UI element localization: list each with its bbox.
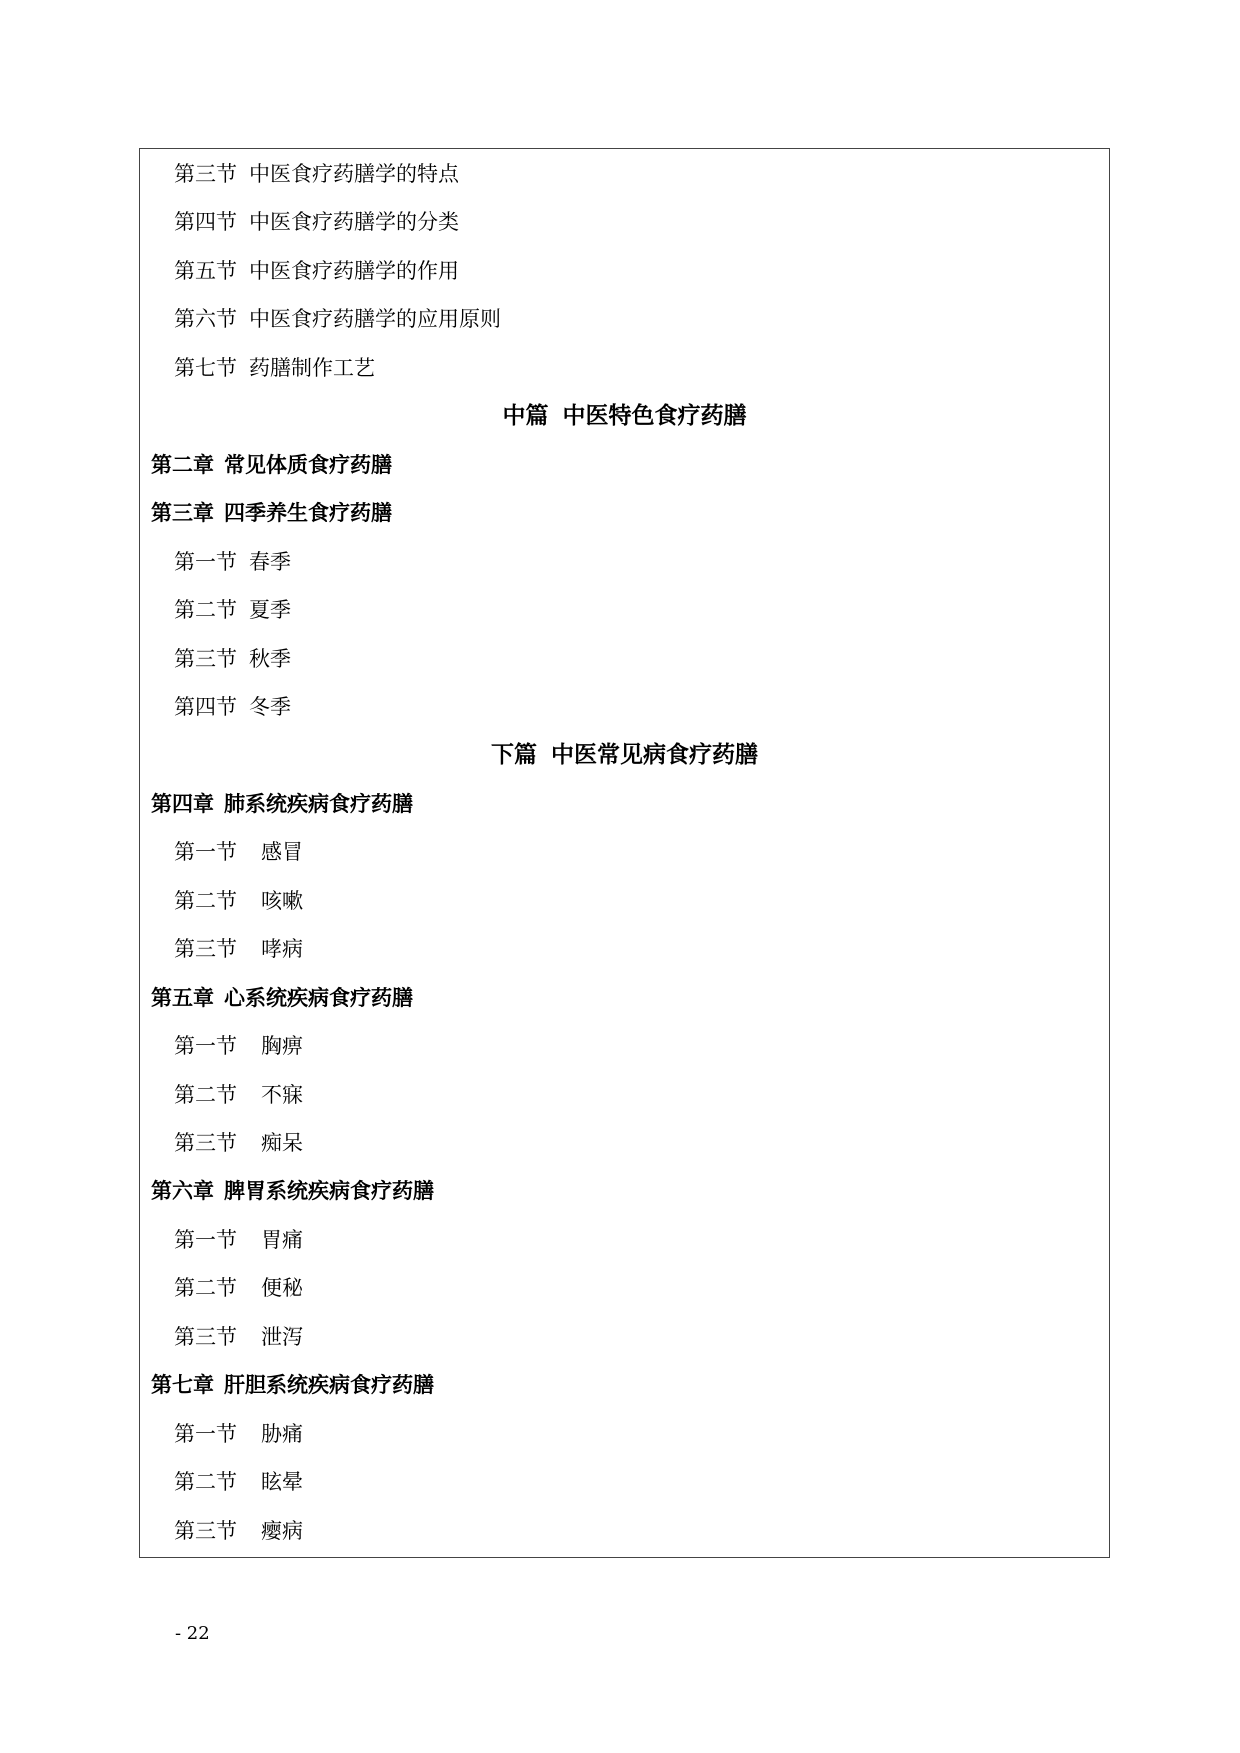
section-label: 第三节 <box>174 647 237 671</box>
part-title: 中医常见病食疗药膳 <box>551 742 758 768</box>
section-title: 胃痛 <box>261 1228 303 1252</box>
section-title: 夏季 <box>249 598 291 622</box>
chapter-label: 第七章 <box>151 1373 214 1397</box>
toc-section <box>174 1323 303 1351</box>
section-label: 第四节 <box>174 210 237 234</box>
section-title: 瘿病 <box>261 1519 303 1543</box>
section-label: 第一节 <box>174 550 237 574</box>
chapter-title: 肝胆系统疾病食疗药膳 <box>224 1373 434 1397</box>
section-label: 第一节 <box>174 1228 237 1252</box>
section-title: 感冒 <box>261 840 303 864</box>
toc-chapter <box>151 451 392 479</box>
toc-section <box>174 1226 303 1254</box>
section-title: 中医食疗药膳学的应用原则 <box>249 307 501 331</box>
toc-section <box>174 645 291 673</box>
section-label: 第六节 <box>174 307 237 331</box>
chapter-title: 常见体质食疗药膳 <box>224 453 392 477</box>
section-label: 第一节 <box>174 840 237 864</box>
toc-section <box>174 354 375 382</box>
chapter-label: 第二章 <box>151 453 214 477</box>
section-title: 哮病 <box>261 937 303 961</box>
section-title: 秋季 <box>249 647 291 671</box>
section-label: 第三节 <box>174 162 237 186</box>
section-label: 第三节 <box>174 937 237 961</box>
section-title: 泄泻 <box>261 1325 303 1349</box>
section-title: 中医食疗药膳学的分类 <box>249 210 459 234</box>
toc-section <box>174 1129 303 1157</box>
toc-chapter <box>151 790 413 818</box>
toc-section <box>174 160 459 188</box>
toc-section <box>174 693 291 721</box>
section-title: 不寐 <box>261 1083 303 1107</box>
chapter-label: 第三章 <box>151 501 214 525</box>
section-label: 第二节 <box>174 1083 237 1107</box>
section-title: 冬季 <box>249 695 291 719</box>
toc-section <box>174 1468 303 1496</box>
page-number: - 22 <box>175 1623 210 1644</box>
section-label: 第四节 <box>174 695 237 719</box>
toc-section <box>174 1420 303 1448</box>
section-title: 咳嗽 <box>261 889 303 913</box>
toc-part-heading <box>139 402 1110 430</box>
chapter-label: 第五章 <box>151 986 214 1010</box>
chapter-label: 第六章 <box>151 1179 214 1203</box>
section-label: 第二节 <box>174 1276 237 1300</box>
toc-chapter <box>151 499 392 527</box>
toc-part-heading <box>139 741 1110 769</box>
section-label: 第三节 <box>174 1519 237 1543</box>
section-title: 中医食疗药膳学的特点 <box>249 162 459 186</box>
toc-chapter <box>151 984 413 1012</box>
section-label: 第二节 <box>174 598 237 622</box>
chapter-title: 心系统疾病食疗药膳 <box>224 986 413 1010</box>
section-label: 第二节 <box>174 1470 237 1494</box>
toc-section <box>174 257 459 285</box>
chapter-title: 肺系统疾病食疗药膳 <box>224 792 413 816</box>
toc-section <box>174 1032 303 1060</box>
toc-chapter <box>151 1177 434 1205</box>
section-label: 第一节 <box>174 1034 237 1058</box>
part-title: 中医特色食疗药膳 <box>562 403 747 429</box>
toc-chapter <box>151 1371 434 1399</box>
part-label: 中篇 <box>502 403 549 429</box>
toc-section <box>174 208 459 236</box>
section-title: 胁痛 <box>261 1422 303 1446</box>
section-title: 眩晕 <box>261 1470 303 1494</box>
section-title: 胸痹 <box>261 1034 303 1058</box>
chapter-title: 脾胃系统疾病食疗药膳 <box>224 1179 434 1203</box>
section-label: 第七节 <box>174 356 237 380</box>
section-title: 痴呆 <box>261 1131 303 1155</box>
toc-section <box>174 596 291 624</box>
section-label: 第二节 <box>174 889 237 913</box>
toc-section <box>174 1081 303 1109</box>
toc-section <box>174 1517 303 1545</box>
toc-section <box>174 838 303 866</box>
section-title: 中医食疗药膳学的作用 <box>249 259 459 283</box>
section-label: 第五节 <box>174 259 237 283</box>
section-label: 第三节 <box>174 1131 237 1155</box>
toc-section <box>174 305 501 333</box>
section-title: 便秘 <box>261 1276 303 1300</box>
toc-section <box>174 1274 303 1302</box>
section-label: 第一节 <box>174 1422 237 1446</box>
section-title: 药膳制作工艺 <box>249 356 375 380</box>
toc-section <box>174 935 303 963</box>
toc-section <box>174 548 291 576</box>
toc-section <box>174 887 303 915</box>
section-label: 第三节 <box>174 1325 237 1349</box>
section-title: 春季 <box>249 550 291 574</box>
chapter-label: 第四章 <box>151 792 214 816</box>
chapter-title: 四季养生食疗药膳 <box>224 501 392 525</box>
part-label: 下篇 <box>491 742 537 768</box>
